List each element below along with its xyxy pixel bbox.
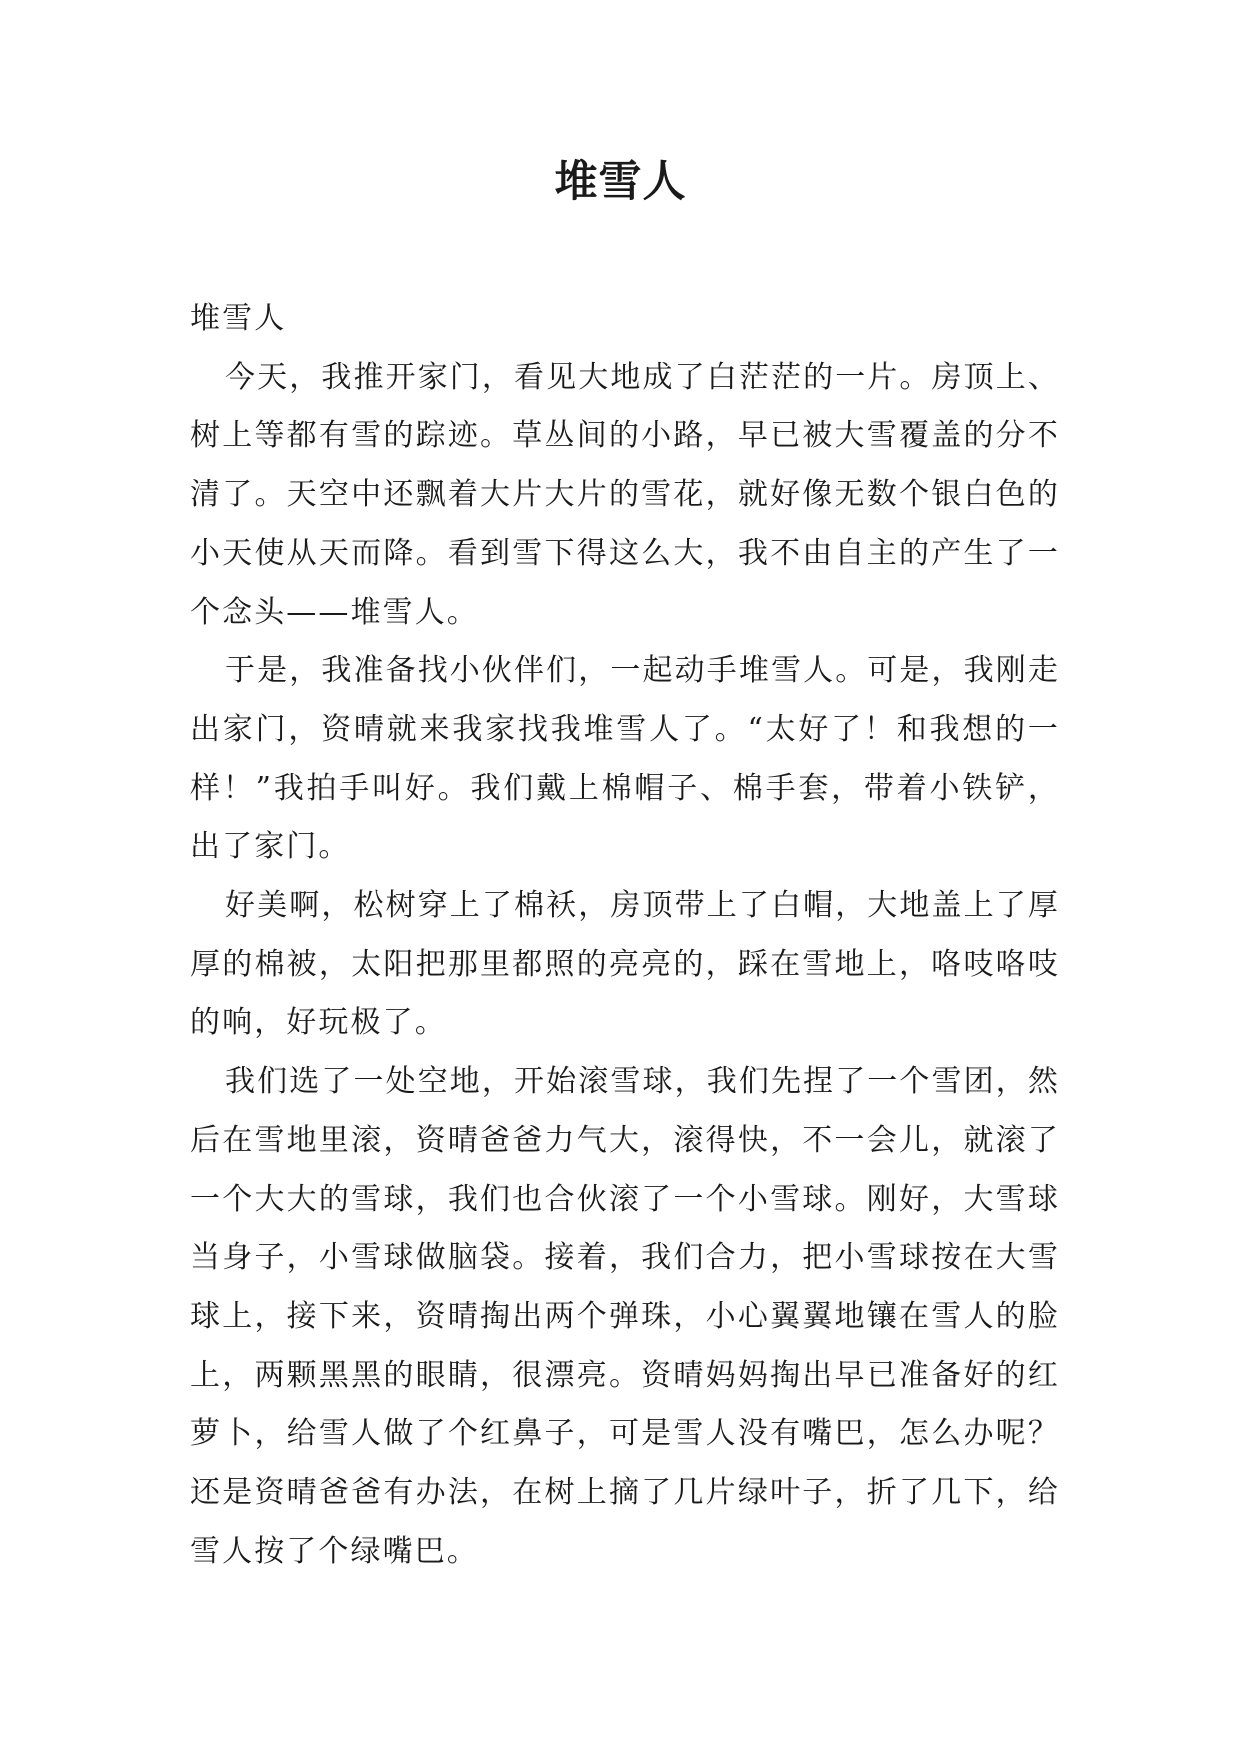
paragraph-2: 于是，我准备找小伙伴们，一起动手堆雪人。可是，我刚走出家门，资晴就来我家找我堆雪人了。“太好了！和我想的一样！”我拍手叫好。我们戴上棉帽子、棉手套，带着小铁铲，出了家门。 xyxy=(190,653,1060,865)
document-body xyxy=(190,290,1060,1581)
document-subtitle: 堆雪人 xyxy=(190,301,287,336)
paragraph-4: 我们选了一处空地，开始滚雪球，我们先捏了一个雪团，然后在雪地里滚，资晴爸爸力气大，滚得快，不一会儿，就滚了一个大大的雪球，我们也合伙滚了一个小雪球。刚好，大雪球当身子，小雪球做脑袋。接着，我们合力，把小雪球按在大雪球上，接下来，资晴掏出两个弹珠，小心翼翼地镶在雪人的脸上，两颗黑黑的眼睛，很漂亮。资晴妈妈掏出早已准备好的红萝卜，给雪人做了个红鼻子，可是雪人没有嘴巴，怎么办呢？还是资晴爸爸有办法，在树上摘了几片绿叶子，折了几下，给雪人按了个绿嘴巴。 xyxy=(190,1064,1060,1569)
paragraph-3: 好美啊，松树穿上了棉袄，房顶带上了白帽，大地盖上了厚厚的棉被，太阳把那里都照的亮亮的，踩在雪地上，咯吱咯吱的响，好玩极了。 xyxy=(190,888,1060,1041)
document-title: 堆雪人 xyxy=(554,157,687,207)
paragraph-1: 今天，我推开家门，看见大地成了白茫茫的一片。房顶上、树上等都有雪的踪迹。草丛间的小路，早已被大雪覆盖的分不清了。天空中还飘着大片大片的雪花，就好像无数个银白色的小天使从天而降。看到雪下得这么大，我不由自主的产生了一个念头——堆雪人。 xyxy=(190,359,1060,630)
